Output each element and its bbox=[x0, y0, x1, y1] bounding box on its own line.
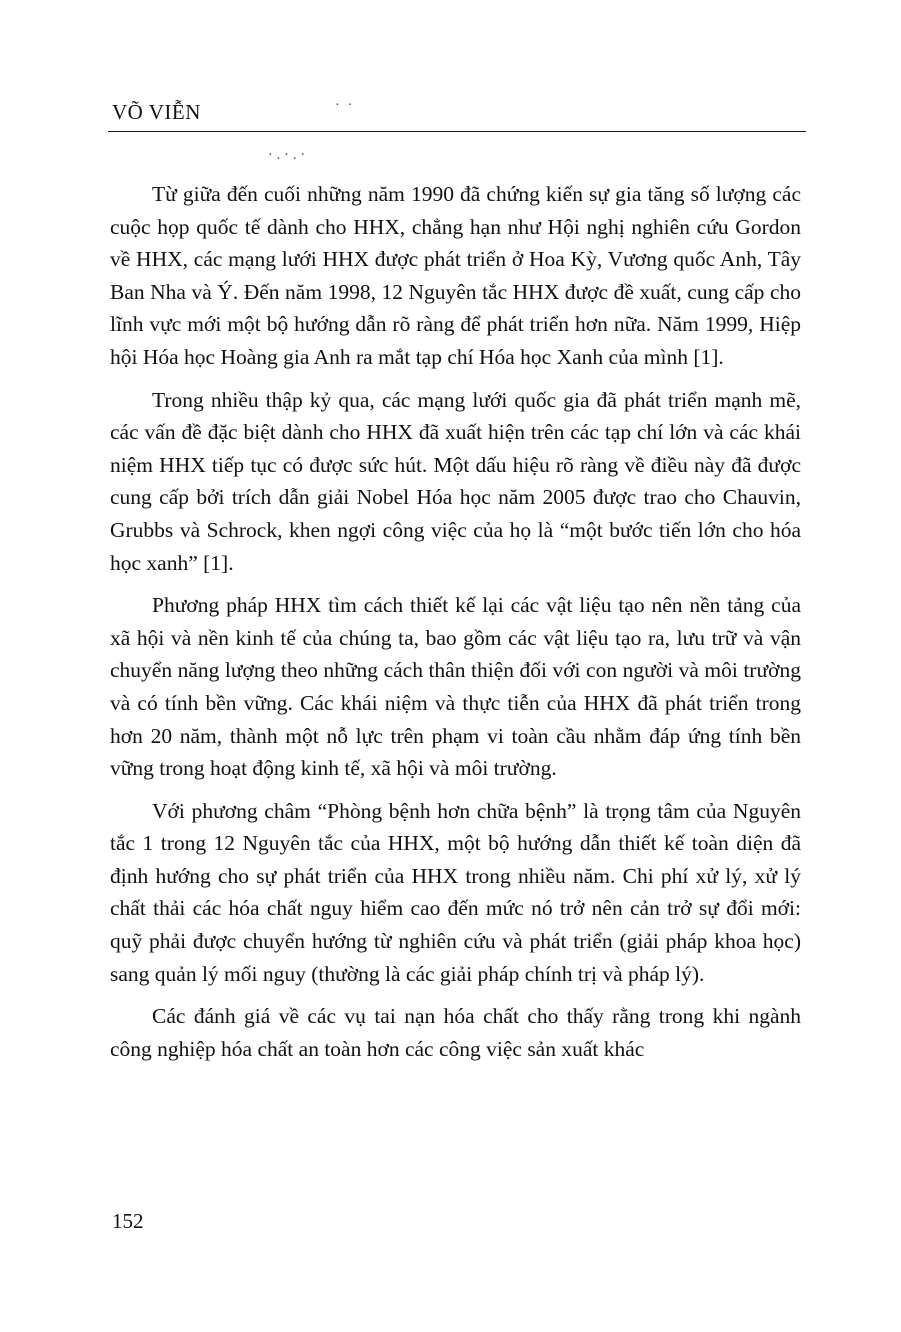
body-text bbox=[110, 178, 801, 1075]
paragraph: Từ giữa đến cuối những năm 1990 đã chứng kiến sự gia tăng số lượng các cuộc họp quốc tế dành cho HHX, chẳng hạn như Hội nghị nghiên cứu Gordon về HHX, các mạng lưới HHX được phát triển ở Hoa Kỳ, Vương quốc Anh, Tây Ban Nha và Ý. Đến năm 1998, 12 Nguyên tắc HHX được đề xuất, cung cấp cho lĩnh vực mới một bộ hướng dẫn rõ ràng để phát triển hơn nữa. Năm 1999, Hiệp hội Hóa học Hoàng gia Anh ra mắt tạp chí Hóa học Xanh của mình [1]. bbox=[110, 182, 801, 369]
scan-specks-decoration: ·· bbox=[335, 98, 361, 113]
paragraph: Phương pháp HHX tìm cách thiết kế lại các vật liệu tạo nên nền tảng của xã hội và nền kinh tế của chúng ta, bao gồm các vật liệu tạo ra, lưu trữ và vận chuyển năng lượng theo những cách thân thiện đối với con người và môi trường và có tính bền vững. Các khái niệm và thực tiễn của HHX đã phát triển trong hơn 20 năm, thành một nỗ lực trên phạm vi toàn cầu nhằm đáp ứng tính bền vững trong hoạt động kinh tế, xã hội và môi trường. bbox=[110, 593, 801, 781]
scan-specks-decoration: ·.·.· bbox=[268, 148, 309, 163]
paragraph: Trong nhiều thập kỷ qua, các mạng lưới quốc gia đã phát triển mạnh mẽ, các vấn đề đặc biệt dành cho HHX đã xuất hiện trên các tạp chí lớn và các khái niệm HHX tiếp tục có được sức hút. Một dấu hiệu rõ ràng về điều này đã được cung cấp bởi trích dẫn giải Nobel Hóa học năm 2005 được trao cho Chauvin, Grubbs và Schrock, khen ngợi công việc của họ là “một bước tiến lớn cho hóa học xanh” [1]. bbox=[110, 387, 801, 575]
header-rule bbox=[108, 131, 806, 132]
paragraph: Các đánh giá về các vụ tai nạn hóa chất cho thấy rằng trong khi ngành công nghiệp hóa chất an toàn hơn các công việc sản xuất khác bbox=[110, 1004, 801, 1061]
page-number: 152 bbox=[112, 1209, 144, 1233]
paragraph: Với phương châm “Phòng bệnh hơn chữa bệnh” là trọng tâm của Nguyên tắc 1 trong 12 Nguyên tắc của HHX, một bộ hướng dẫn thiết kế toàn diện đã định hướng cho sự phát triển của HHX trong nhiều năm. Chi phí xử lý, xử lý chất thải các hóa chất nguy hiểm cao đến mức nó trở nên cản trở sự đổi mới: quỹ phải được chuyển hướng từ nghiên cứu và phát triển (giải pháp khoa học) sang quản lý mối nguy (thường là các giải pháp chính trị và pháp lý). bbox=[110, 798, 801, 986]
running-header-title: VÕ VIỄN bbox=[112, 100, 201, 124]
